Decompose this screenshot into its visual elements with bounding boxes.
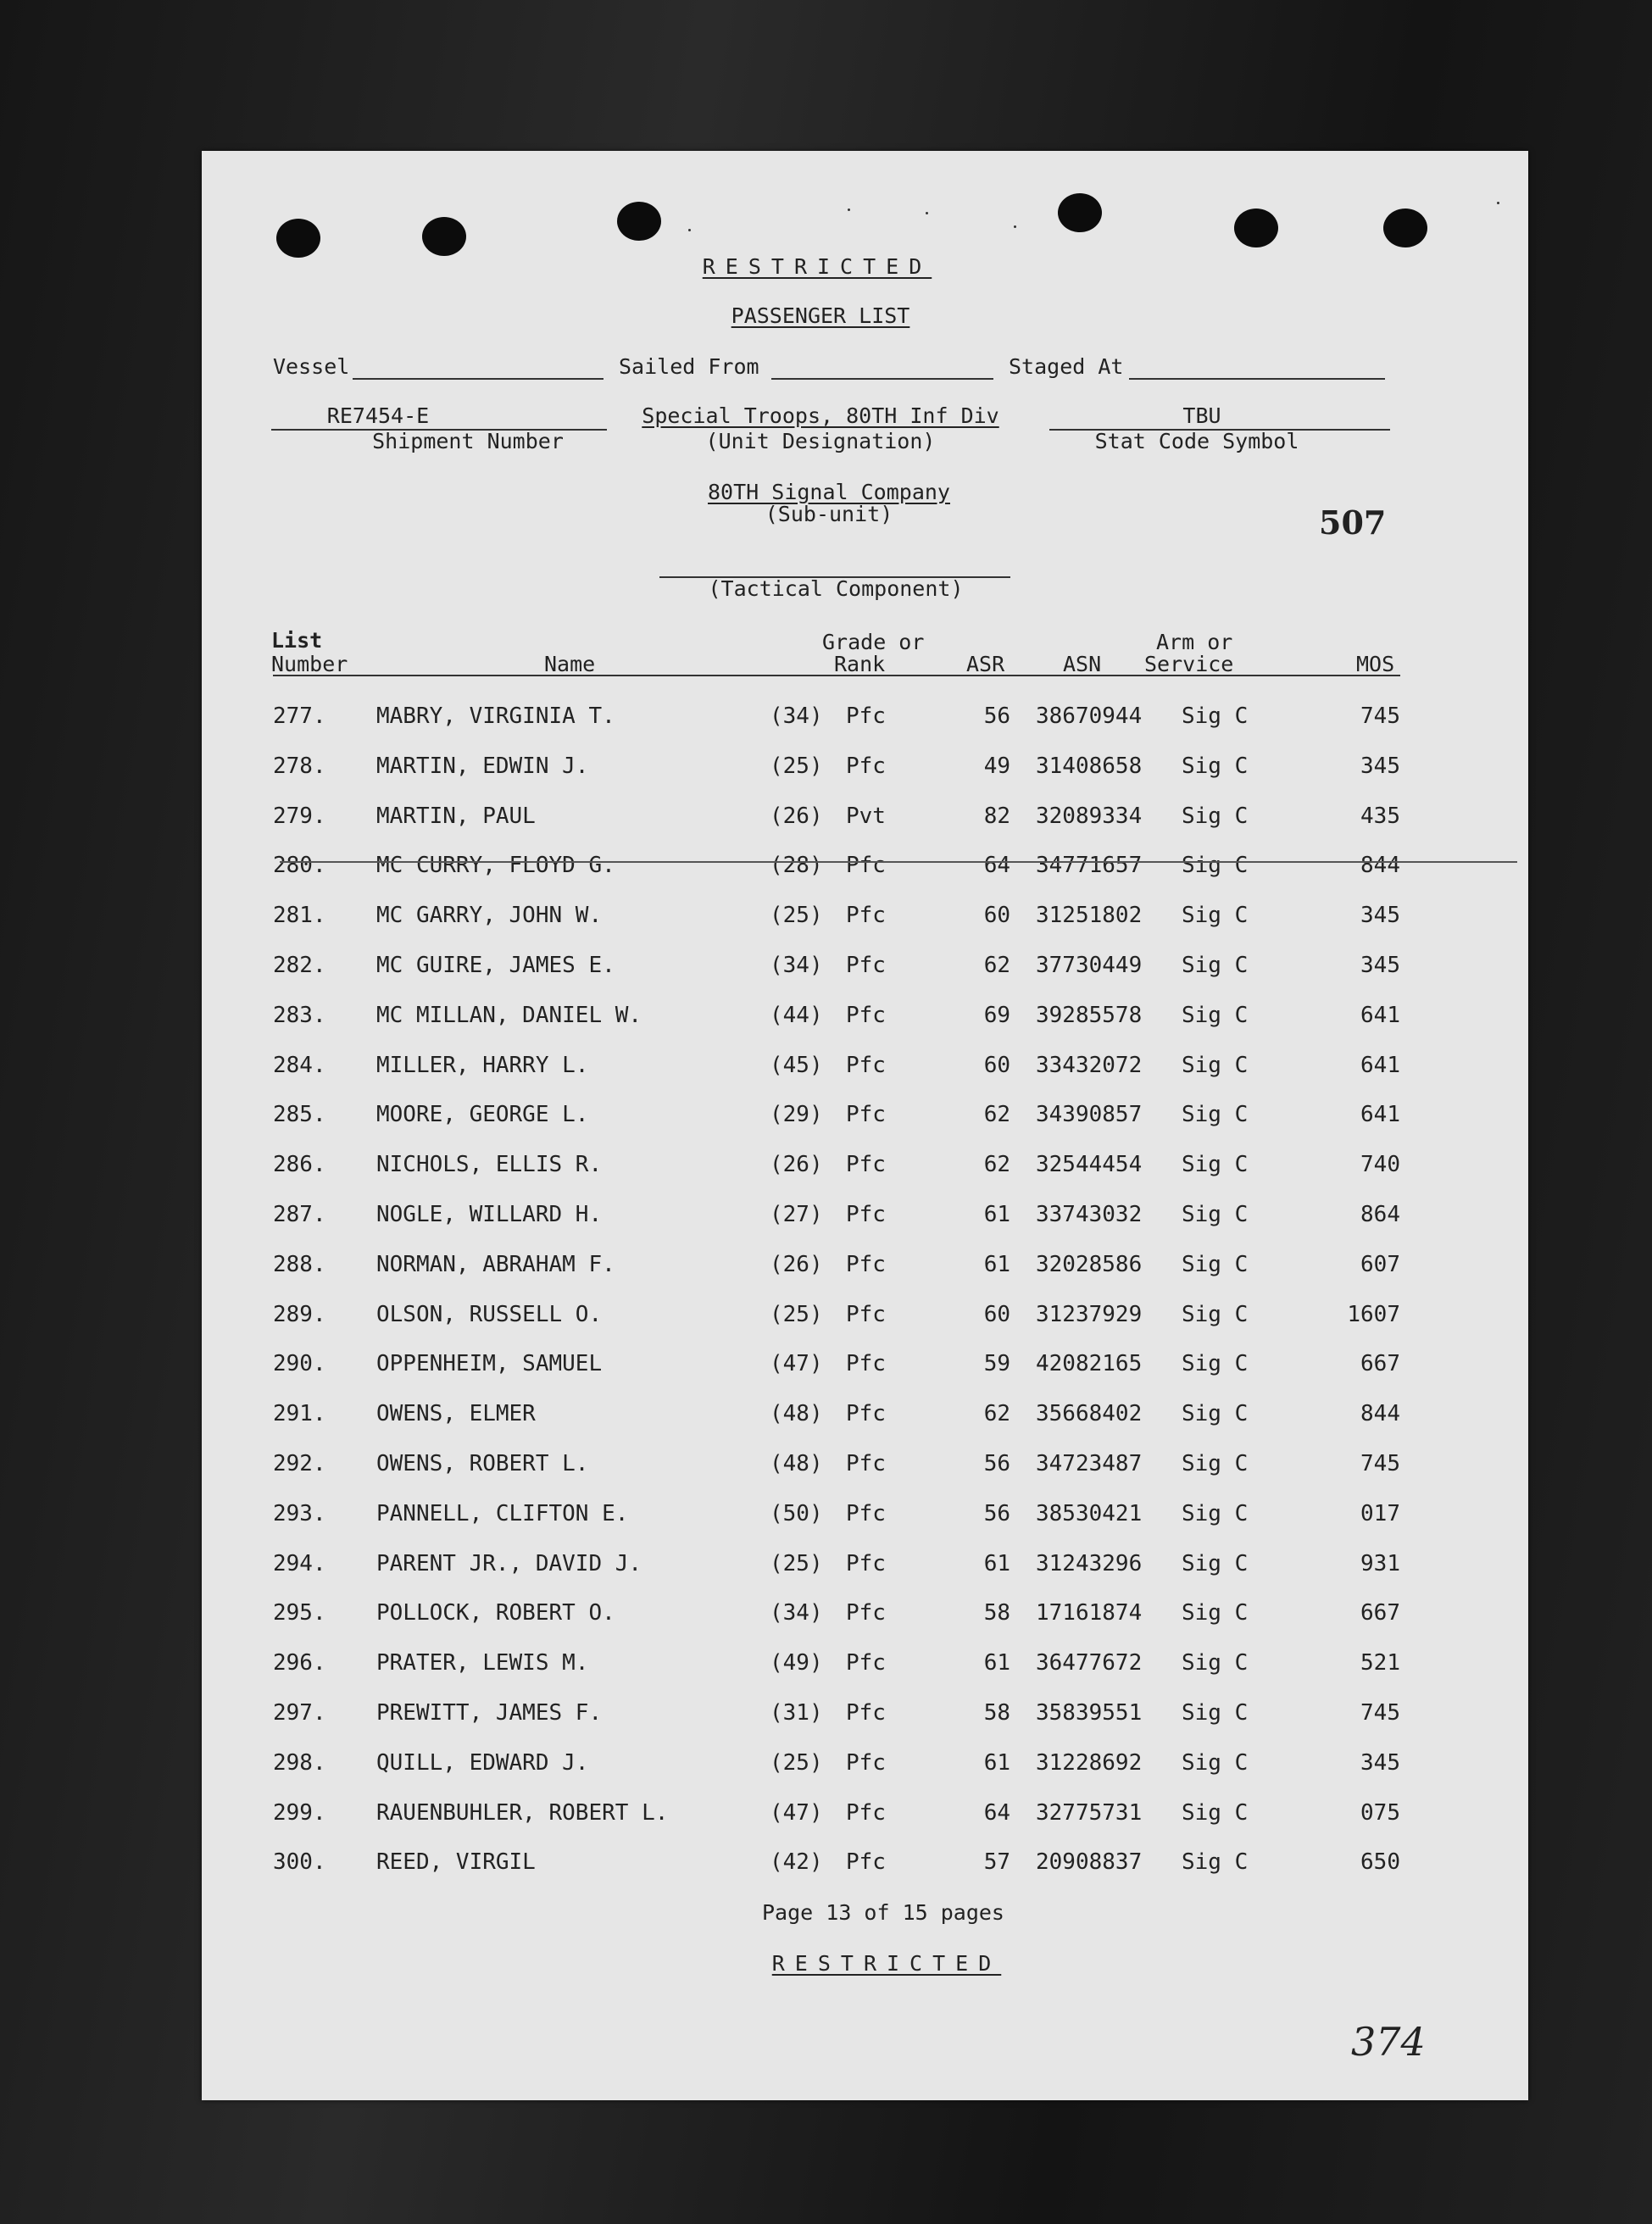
stamp-number: 507 xyxy=(1319,503,1387,542)
cell-age: (34) xyxy=(770,703,823,729)
table-row xyxy=(0,1351,1652,1401)
cell-asr: 58 xyxy=(983,1700,1010,1726)
cell-asn: 36477672 xyxy=(1036,1650,1143,1676)
cell-grade: Pfc xyxy=(846,1252,886,1277)
cell-asr: 61 xyxy=(983,1551,1010,1576)
sub-unit-label: (Sub-unit) xyxy=(765,502,893,526)
cell-grade: Pfc xyxy=(846,1053,886,1078)
cell-arm-service: Sig C xyxy=(1182,1053,1249,1078)
cell-age: (47) xyxy=(770,1351,823,1376)
table-row xyxy=(0,1600,1652,1650)
col-header-name: Name xyxy=(544,652,596,676)
shipment-number-value: RE7454-E xyxy=(326,403,430,428)
cell-asr: 60 xyxy=(983,903,1010,928)
cell-list-number: 288. xyxy=(273,1252,326,1277)
cell-list-number: 298. xyxy=(273,1750,326,1776)
sub-unit-value: 80TH Signal Company xyxy=(708,480,950,504)
cell-asn: 17161874 xyxy=(1036,1600,1143,1626)
cell-mos: 641 xyxy=(1360,1003,1400,1028)
cell-mos: 650 xyxy=(1360,1849,1400,1875)
passenger-list-title: PASSENGER LIST xyxy=(731,303,910,328)
cell-grade: Pfc xyxy=(846,1302,886,1327)
cell-grade: Pfc xyxy=(846,753,886,779)
cell-grade: Pfc xyxy=(846,1451,886,1476)
cell-asn: 32028586 xyxy=(1036,1252,1143,1277)
shipment-number-label: Shipment Number xyxy=(372,429,564,453)
cell-age: (25) xyxy=(770,753,823,779)
cell-age: (42) xyxy=(770,1849,823,1875)
table-row xyxy=(0,1650,1652,1700)
punch-hole xyxy=(1234,208,1278,247)
cell-mos: 745 xyxy=(1360,703,1400,729)
staged-at-label: Staged At xyxy=(1009,354,1124,379)
speck xyxy=(688,229,691,231)
cell-arm-service: Sig C xyxy=(1182,903,1249,928)
cell-list-number: 277. xyxy=(273,703,326,729)
cell-arm-service: Sig C xyxy=(1182,1600,1249,1626)
page-footer: Page 13 of 15 pages xyxy=(762,1900,1004,1925)
table-row xyxy=(0,953,1652,1003)
cell-arm-service: Sig C xyxy=(1182,1800,1249,1826)
cell-passenger-name: NOGLE, WILLARD H. xyxy=(376,1202,603,1227)
cell-asn: 37730449 xyxy=(1036,953,1143,978)
table-row xyxy=(0,1750,1652,1800)
cell-age: (29) xyxy=(770,1102,823,1127)
col-header-mos: MOS xyxy=(1356,652,1395,676)
cell-asr: 60 xyxy=(983,1053,1010,1078)
cell-age: (44) xyxy=(770,1003,823,1028)
vessel-label: Vessel xyxy=(273,354,350,379)
cell-arm-service: Sig C xyxy=(1182,1302,1249,1327)
cell-list-number: 283. xyxy=(273,1003,326,1028)
table-row xyxy=(0,1053,1652,1103)
sailed-from-label: Sailed From xyxy=(619,354,759,379)
cell-asn: 33432072 xyxy=(1036,1053,1143,1078)
cell-asn: 32775731 xyxy=(1036,1800,1143,1826)
handwritten-page-number: 374 xyxy=(1351,2019,1426,2065)
cell-passenger-name: PREWITT, JAMES F. xyxy=(376,1700,603,1726)
cell-mos: 017 xyxy=(1360,1501,1400,1526)
cell-arm-service: Sig C xyxy=(1182,1351,1249,1376)
cell-grade: Pvt xyxy=(846,803,886,829)
cell-passenger-name: OWENS, ROBERT L. xyxy=(376,1451,589,1476)
cell-list-number: 299. xyxy=(273,1800,326,1826)
cell-grade: Pfc xyxy=(846,1152,886,1177)
cell-arm-service: Sig C xyxy=(1182,1401,1249,1426)
punch-hole xyxy=(1058,193,1102,232)
cell-asr: 57 xyxy=(983,1849,1010,1875)
speck xyxy=(1497,202,1499,204)
cell-passenger-name: OPPENHEIM, SAMUEL xyxy=(376,1351,603,1376)
cell-asr: 56 xyxy=(983,1451,1010,1476)
col-header-asn: ASN xyxy=(1063,652,1102,676)
cell-mos: 745 xyxy=(1360,1700,1400,1726)
cell-mos: 345 xyxy=(1360,753,1400,779)
cell-asn: 39285578 xyxy=(1036,1003,1143,1028)
punch-hole xyxy=(1383,208,1427,247)
cell-arm-service: Sig C xyxy=(1182,1551,1249,1576)
cell-passenger-name: QUILL, EDWARD J. xyxy=(376,1750,589,1776)
cell-arm-service: Sig C xyxy=(1182,753,1249,779)
cell-age: (25) xyxy=(770,903,823,928)
cell-passenger-name: OWENS, ELMER xyxy=(376,1401,536,1426)
cell-grade: Pfc xyxy=(846,1700,886,1726)
cell-list-number: 293. xyxy=(273,1501,326,1526)
cell-passenger-name: MARTIN, EDWIN J. xyxy=(376,753,589,779)
speck xyxy=(848,208,850,211)
cell-asn: 31243296 xyxy=(1036,1551,1143,1576)
cell-age: (28) xyxy=(770,853,823,878)
cell-list-number: 284. xyxy=(273,1053,326,1078)
cell-mos: 345 xyxy=(1360,953,1400,978)
strikethrough-line xyxy=(280,861,1517,863)
col-header-list-2: Number xyxy=(271,652,348,676)
cell-asn: 20908837 xyxy=(1036,1849,1143,1875)
cell-list-number: 291. xyxy=(273,1401,326,1426)
cell-passenger-name: PRATER, LEWIS M. xyxy=(376,1650,589,1676)
cell-asr: 58 xyxy=(983,1600,1010,1626)
cell-arm-service: Sig C xyxy=(1182,803,1249,829)
cell-asr: 61 xyxy=(983,1750,1010,1776)
table-row xyxy=(0,1202,1652,1252)
cell-asn: 31408658 xyxy=(1036,753,1143,779)
stat-code-label: Stat Code Symbol xyxy=(1094,429,1299,453)
cell-list-number: 292. xyxy=(273,1451,326,1476)
table-row xyxy=(0,1252,1652,1302)
table-row xyxy=(0,1102,1652,1152)
punch-hole xyxy=(422,217,466,256)
table-row xyxy=(0,1003,1652,1053)
unit-designation-label: (Unit Designation) xyxy=(705,429,936,453)
cell-age: (26) xyxy=(770,803,823,829)
cell-age: (50) xyxy=(770,1501,823,1526)
cell-grade: Pfc xyxy=(846,1102,886,1127)
header-rule xyxy=(273,675,1400,676)
cell-passenger-name: OLSON, RUSSELL O. xyxy=(376,1302,603,1327)
cell-arm-service: Sig C xyxy=(1182,1152,1249,1177)
cell-list-number: 287. xyxy=(273,1202,326,1227)
cell-asn: 31251802 xyxy=(1036,903,1143,928)
cell-asr: 64 xyxy=(983,1800,1010,1826)
cell-asn: 34390857 xyxy=(1036,1102,1143,1127)
cell-list-number: 281. xyxy=(273,903,326,928)
unit-designation-value: Special Troops, 80TH Inf Div xyxy=(642,403,999,428)
cell-age: (47) xyxy=(770,1800,823,1826)
cell-passenger-name: PARENT JR., DAVID J. xyxy=(376,1551,642,1576)
col-header-asr: ASR xyxy=(966,652,1005,676)
speck xyxy=(1014,225,1016,228)
cell-age: (34) xyxy=(770,953,823,978)
cell-mos: 345 xyxy=(1360,903,1400,928)
table-row xyxy=(0,1401,1652,1451)
cell-arm-service: Sig C xyxy=(1182,1202,1249,1227)
cell-grade: Pfc xyxy=(846,853,886,878)
cell-age: (27) xyxy=(770,1202,823,1227)
table-row xyxy=(0,853,1652,903)
cell-asn: 33743032 xyxy=(1036,1202,1143,1227)
punch-hole xyxy=(276,219,320,258)
cell-asr: 62 xyxy=(983,1152,1010,1177)
cell-grade: Pfc xyxy=(846,1401,886,1426)
cell-asn: 38670944 xyxy=(1036,703,1143,729)
cell-asr: 61 xyxy=(983,1202,1010,1227)
tactical-component-label: (Tactical Component) xyxy=(708,576,964,601)
cell-asn: 35839551 xyxy=(1036,1700,1143,1726)
cell-grade: Pfc xyxy=(846,1501,886,1526)
cell-passenger-name: MC CURRY, FLOYD G. xyxy=(376,853,615,878)
staged-at-field xyxy=(1129,378,1385,380)
cell-passenger-name: MOORE, GEORGE L. xyxy=(376,1102,589,1127)
cell-mos: 607 xyxy=(1360,1252,1400,1277)
table-row xyxy=(0,1551,1652,1601)
cell-asr: 60 xyxy=(983,1302,1010,1327)
cell-passenger-name: MC GUIRE, JAMES E. xyxy=(376,953,615,978)
cell-passenger-name: NICHOLS, ELLIS R. xyxy=(376,1152,603,1177)
cell-grade: Pfc xyxy=(846,1650,886,1676)
cell-grade: Pfc xyxy=(846,1202,886,1227)
cell-asn: 31228692 xyxy=(1036,1750,1143,1776)
restricted-footer: RESTRICTED xyxy=(771,1951,1002,1976)
cell-mos: 345 xyxy=(1360,1750,1400,1776)
cell-list-number: 290. xyxy=(273,1351,326,1376)
stat-code-value: TBU xyxy=(1182,403,1221,428)
restricted-heading: RESTRICTED xyxy=(702,254,932,279)
cell-list-number: 279. xyxy=(273,803,326,829)
cell-grade: Pfc xyxy=(846,1003,886,1028)
cell-grade: Pfc xyxy=(846,1750,886,1776)
cell-list-number: 300. xyxy=(273,1849,326,1875)
cell-arm-service: Sig C xyxy=(1182,1102,1249,1127)
cell-arm-service: Sig C xyxy=(1182,853,1249,878)
cell-arm-service: Sig C xyxy=(1182,953,1249,978)
cell-list-number: 295. xyxy=(273,1600,326,1626)
cell-mos: 521 xyxy=(1360,1650,1400,1676)
cell-passenger-name: POLLOCK, ROBERT O. xyxy=(376,1600,615,1626)
cell-asn: 34723487 xyxy=(1036,1451,1143,1476)
cell-grade: Pfc xyxy=(846,1351,886,1376)
cell-asr: 61 xyxy=(983,1650,1010,1676)
table-row xyxy=(0,1700,1652,1750)
col-header-grade-1: Grade or xyxy=(822,630,925,654)
cell-asr: 59 xyxy=(983,1351,1010,1376)
cell-mos: 667 xyxy=(1360,1351,1400,1376)
cell-asr: 62 xyxy=(983,1401,1010,1426)
cell-arm-service: Sig C xyxy=(1182,1252,1249,1277)
cell-asr: 82 xyxy=(983,803,1010,829)
cell-mos: 641 xyxy=(1360,1053,1400,1078)
table-row xyxy=(0,703,1652,753)
table-row xyxy=(0,1849,1652,1899)
cell-passenger-name: MILLER, HARRY L. xyxy=(376,1053,589,1078)
cell-arm-service: Sig C xyxy=(1182,1750,1249,1776)
cell-arm-service: Sig C xyxy=(1182,1650,1249,1676)
col-header-arm-2: Service xyxy=(1144,652,1234,676)
cell-mos: 864 xyxy=(1360,1202,1400,1227)
cell-asn: 42082165 xyxy=(1036,1351,1143,1376)
col-header-arm-1: Arm or xyxy=(1156,630,1233,654)
col-header-list-1: List xyxy=(271,628,323,653)
cell-grade: Pfc xyxy=(846,903,886,928)
cell-arm-service: Sig C xyxy=(1182,1700,1249,1726)
cell-age: (34) xyxy=(770,1600,823,1626)
cell-arm-service: Sig C xyxy=(1182,1451,1249,1476)
cell-grade: Pfc xyxy=(846,1800,886,1826)
cell-asr: 62 xyxy=(983,1102,1010,1127)
cell-asr: 69 xyxy=(983,1003,1010,1028)
cell-mos: 1607 xyxy=(1347,1302,1400,1327)
table-row xyxy=(0,1451,1652,1501)
cell-list-number: 278. xyxy=(273,753,326,779)
table-row xyxy=(0,1800,1652,1850)
cell-asn: 31237929 xyxy=(1036,1302,1143,1327)
cell-arm-service: Sig C xyxy=(1182,1849,1249,1875)
cell-asr: 49 xyxy=(983,753,1010,779)
cell-arm-service: Sig C xyxy=(1182,1501,1249,1526)
cell-age: (25) xyxy=(770,1551,823,1576)
cell-list-number: 286. xyxy=(273,1152,326,1177)
cell-asn: 32089334 xyxy=(1036,803,1143,829)
cell-age: (49) xyxy=(770,1650,823,1676)
cell-grade: Pfc xyxy=(846,953,886,978)
cell-age: (26) xyxy=(770,1252,823,1277)
cell-mos: 931 xyxy=(1360,1551,1400,1576)
cell-mos: 844 xyxy=(1360,853,1400,878)
cell-age: (48) xyxy=(770,1451,823,1476)
cell-passenger-name: REED, VIRGIL xyxy=(376,1849,536,1875)
cell-age: (25) xyxy=(770,1750,823,1776)
cell-passenger-name: NORMAN, ABRAHAM F. xyxy=(376,1252,615,1277)
table-row xyxy=(0,903,1652,953)
cell-passenger-name: PANNELL, CLIFTON E. xyxy=(376,1501,629,1526)
cell-asn: 35668402 xyxy=(1036,1401,1143,1426)
cell-passenger-name: RAUENBUHLER, ROBERT L. xyxy=(376,1800,669,1826)
cell-passenger-name: MC GARRY, JOHN W. xyxy=(376,903,603,928)
speck xyxy=(926,212,928,214)
cell-asr: 56 xyxy=(983,703,1010,729)
cell-list-number: 294. xyxy=(273,1551,326,1576)
cell-mos: 740 xyxy=(1360,1152,1400,1177)
cell-asn: 32544454 xyxy=(1036,1152,1143,1177)
cell-asr: 56 xyxy=(983,1501,1010,1526)
cell-list-number: 282. xyxy=(273,953,326,978)
cell-list-number: 285. xyxy=(273,1102,326,1127)
cell-grade: Pfc xyxy=(846,703,886,729)
cell-arm-service: Sig C xyxy=(1182,703,1249,729)
cell-arm-service: Sig C xyxy=(1182,1003,1249,1028)
cell-mos: 844 xyxy=(1360,1401,1400,1426)
cell-list-number: 280. xyxy=(273,853,326,878)
cell-mos: 667 xyxy=(1360,1600,1400,1626)
punch-hole xyxy=(617,202,661,241)
table-row xyxy=(0,803,1652,853)
cell-asr: 62 xyxy=(983,953,1010,978)
cell-passenger-name: MC MILLAN, DANIEL W. xyxy=(376,1003,642,1028)
cell-age: (31) xyxy=(770,1700,823,1726)
cell-asn: 34771657 xyxy=(1036,853,1143,878)
cell-grade: Pfc xyxy=(846,1849,886,1875)
cell-age: (48) xyxy=(770,1401,823,1426)
cell-passenger-name: MABRY, VIRGINIA T. xyxy=(376,703,615,729)
cell-mos: 641 xyxy=(1360,1102,1400,1127)
table-row xyxy=(0,753,1652,803)
cell-grade: Pfc xyxy=(846,1600,886,1626)
cell-asn: 38530421 xyxy=(1036,1501,1143,1526)
vessel-field xyxy=(353,378,604,380)
cell-list-number: 297. xyxy=(273,1700,326,1726)
cell-grade: Pfc xyxy=(846,1551,886,1576)
table-row xyxy=(0,1501,1652,1551)
cell-mos: 745 xyxy=(1360,1451,1400,1476)
cell-asr: 61 xyxy=(983,1252,1010,1277)
cell-asr: 64 xyxy=(983,853,1010,878)
col-header-grade-2: Rank xyxy=(834,652,886,676)
cell-age: (25) xyxy=(770,1302,823,1327)
table-row xyxy=(0,1302,1652,1352)
sailed-from-field xyxy=(771,378,993,380)
cell-mos: 075 xyxy=(1360,1800,1400,1826)
table-row xyxy=(0,1152,1652,1202)
cell-list-number: 296. xyxy=(273,1650,326,1676)
cell-age: (26) xyxy=(770,1152,823,1177)
cell-passenger-name: MARTIN, PAUL xyxy=(376,803,536,829)
cell-list-number: 289. xyxy=(273,1302,326,1327)
cell-age: (45) xyxy=(770,1053,823,1078)
cell-mos: 435 xyxy=(1360,803,1400,829)
